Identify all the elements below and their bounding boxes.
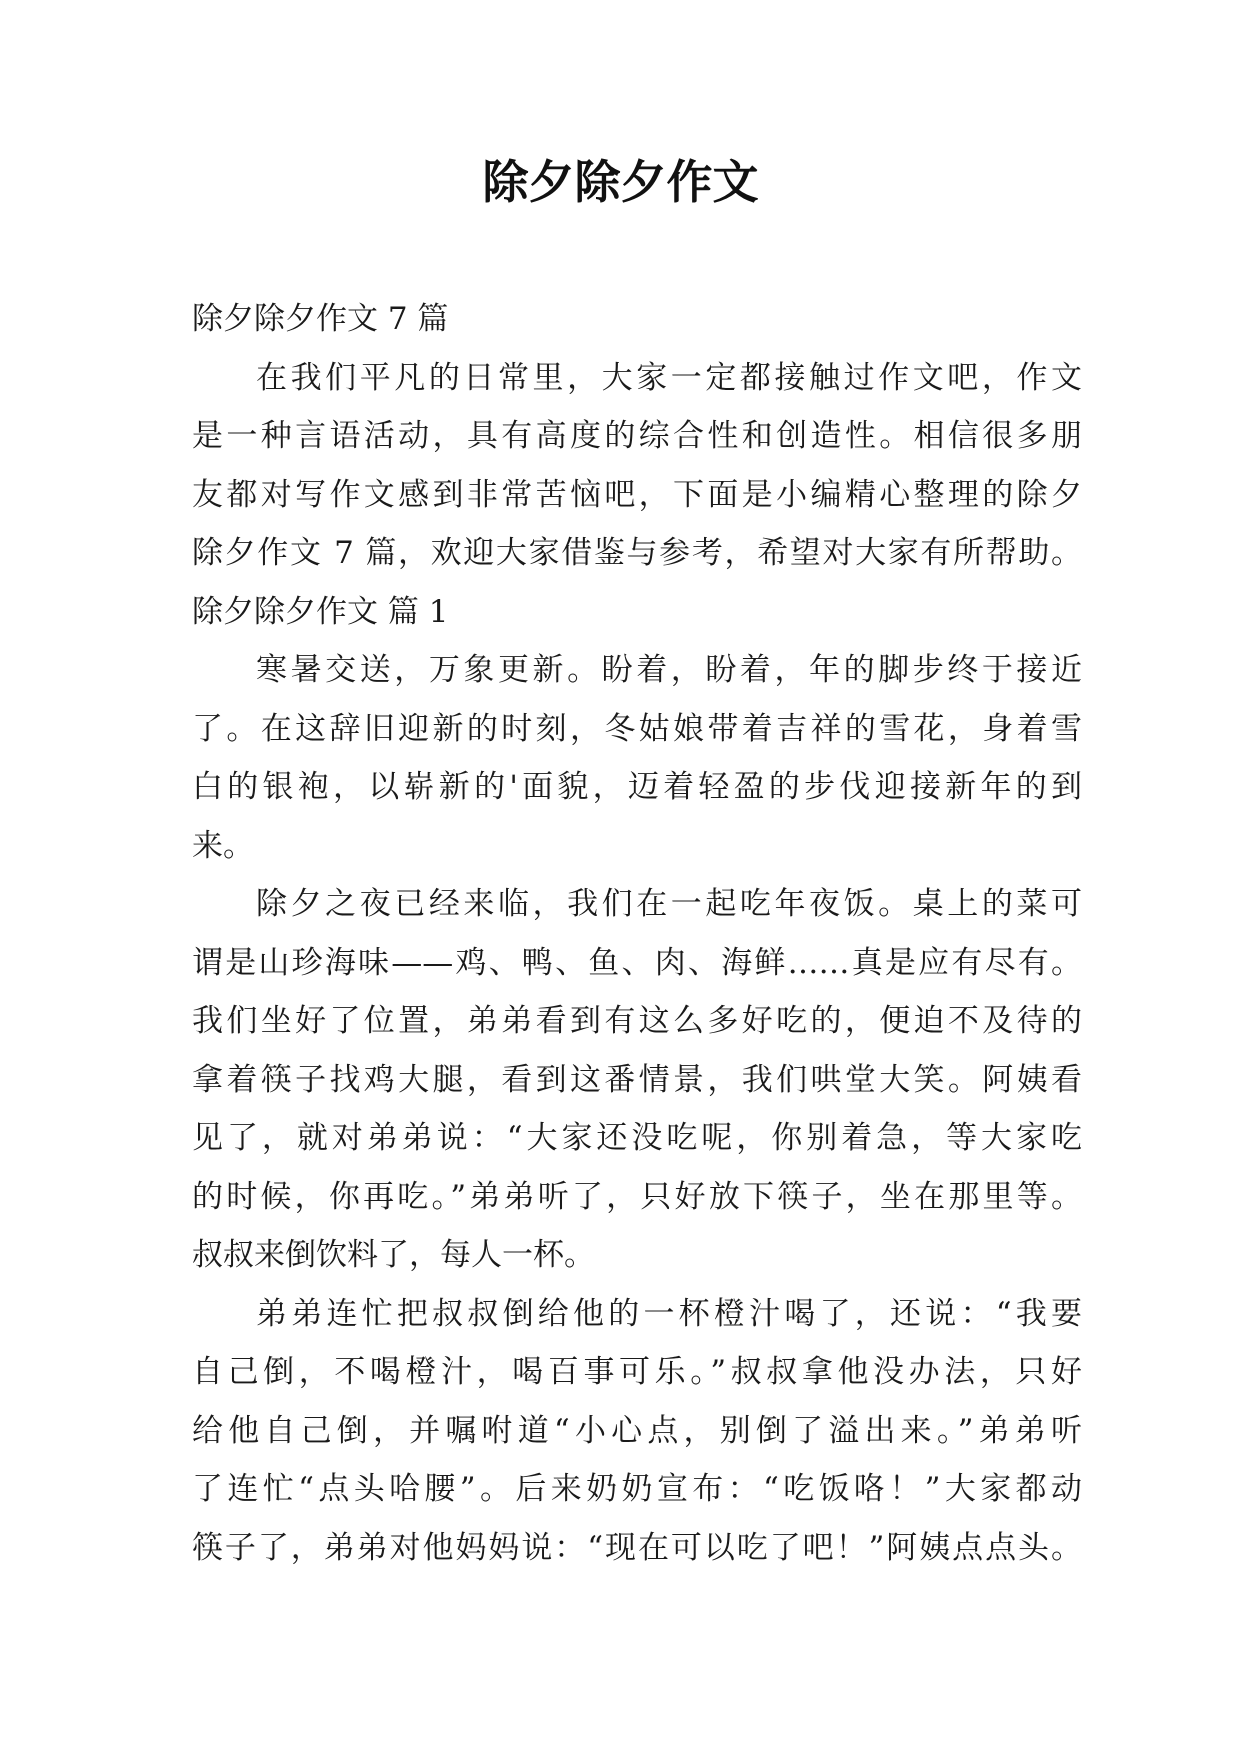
paragraph-line: 了。在这辞旧迎新的时刻，冬姑娘带着吉祥的雪花，身着雪 — [192, 710, 1082, 747]
document-title: 除夕除夕作文 — [482, 155, 759, 209]
paragraph-line: 了连忙“点头哈腰”。后来奶奶宣布：“吃饭咯！”大家都动 — [192, 1471, 1082, 1507]
paragraph-line: 我们坐好了位置，弟弟看到有这么多好吃的，便迫不及待的 — [192, 1003, 1082, 1039]
paragraph-line: 自己倒，不喝橙汁，喝百事可乐。”叔叔拿他没办法，只好 — [192, 1354, 1082, 1390]
paragraph-line: 友都对写作文感到非常苦恼吧，下面是小编精心整理的除夕 — [192, 476, 1082, 513]
paragraph-line: 除夕作文 7 篇，欢迎大家借鉴与参考，希望对大家有所帮助。 — [192, 535, 1082, 571]
paragraph-line: 来。 — [192, 827, 254, 864]
paragraph-line: 白的银袍，以崭新的'面貌，迈着轻盈的步伐迎接新年的到 — [192, 769, 1082, 805]
paragraph-line: 是一种言语活动，具有高度的综合性和创造性。相信很多朋 — [192, 418, 1082, 454]
paragraph-line: 拿着筷子找鸡大腿，看到这番情景，我们哄堂大笑。阿姨看 — [192, 1061, 1082, 1098]
paragraph-line: 在我们平凡的日常里，大家一定都接触过作文吧，作文 — [256, 359, 1082, 396]
paragraph-line: 寒暑交送，万象更新。盼着，盼着，年的脚步终于接近 — [256, 652, 1082, 688]
paragraph-line: 除夕之夜已经来临，我们在一起吃年夜饭。桌上的菜可 — [256, 886, 1082, 922]
subtitle-line: 除夕除夕作文 7 篇 — [192, 301, 449, 337]
paragraph-line: 的时候，你再吃。”弟弟听了，只好放下筷子，坐在那里等。 — [192, 1178, 1082, 1215]
paragraph-line: 见了，就对弟弟说：“大家还没吃呢，你别着急，等大家吃 — [192, 1120, 1082, 1156]
paragraph-line: 给他自己倒，并嘱咐道“小心点，别倒了溢出来。”弟弟听 — [192, 1412, 1082, 1449]
paragraph-line: 弟弟连忙把叔叔倒给他的一杯橙汁喝了，还说：“我要 — [256, 1295, 1082, 1332]
paragraph-line: 筷子了，弟弟对他妈妈说：“现在可以吃了吧！”阿姨点点头。 — [192, 1529, 1082, 1566]
document-body — [192, 290, 1082, 1577]
section-heading: 除夕除夕作文 篇 1 — [192, 593, 449, 630]
paragraph-line: 叔叔来倒饮料了，每人一杯。 — [192, 1237, 595, 1273]
paragraph-line: 谓是山珍海味——鸡、鸭、鱼、肉、海鲜……真是应有尽有。 — [192, 944, 1082, 981]
